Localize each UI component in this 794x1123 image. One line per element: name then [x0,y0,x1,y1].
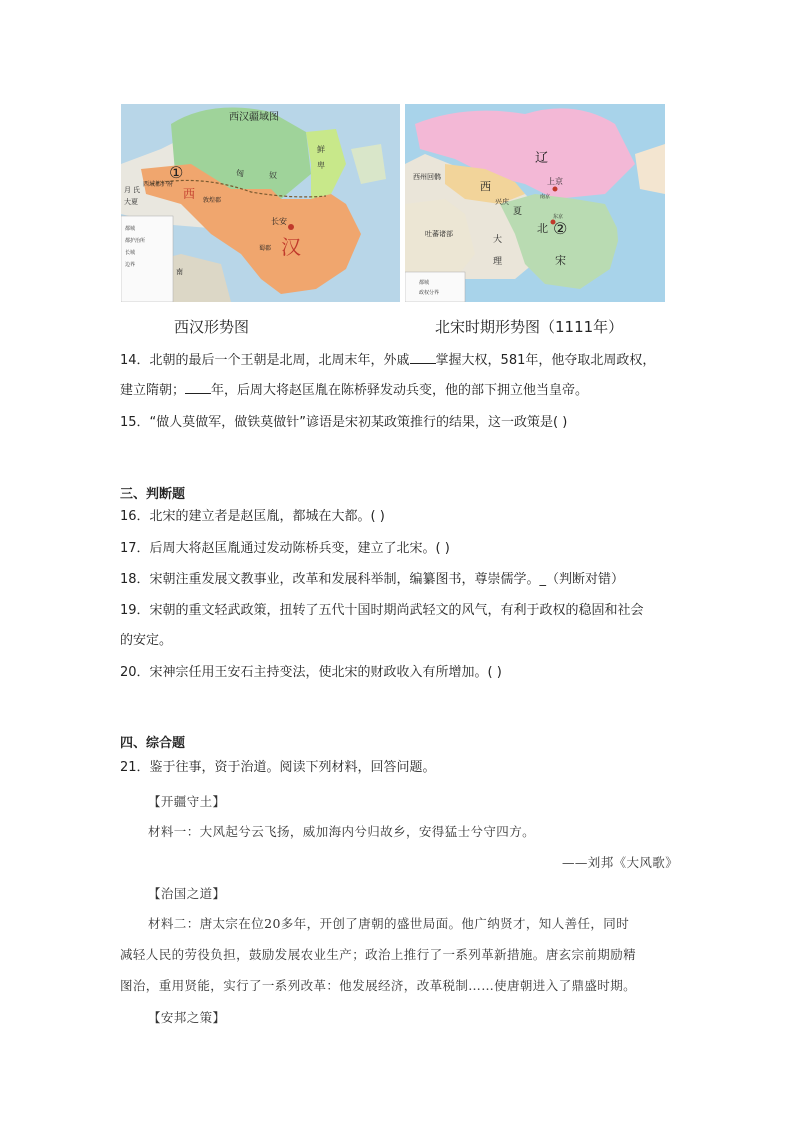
label-xiongnu-1: 匈 [236,169,244,178]
material-3-heading: 【安邦之策】 [148,1010,226,1025]
western-han-map [121,104,400,302]
label-dongjing: 东京 [553,214,564,220]
label-changan: 长安 [271,217,287,226]
label-dali-2: 理 [493,257,503,267]
question-14-text: 建立隋朝； [120,383,186,398]
material-2-line-1: 材料二：唐太宗在位20多年，开创了唐朝的盛世局面。他广纳贤才，知人善任，同时 [148,916,630,931]
section-3-heading: 三、判断题 [120,487,186,502]
label-xianbei-1: 鲜 [317,145,325,154]
question-14-text: 14．北朝的最后一个王朝是北周，北周末年，外戚 [120,353,410,368]
northern-song-map [405,104,665,302]
label-daxia: 大夏 [124,198,138,206]
label-han: 汉 [281,235,301,259]
question-16: 16．北宋的建立者是赵匡胤，都城在大都。( ) [120,509,385,524]
label-yue: 月 [124,186,131,194]
right-map-caption: 北宋时期形势图（1111年） [435,318,624,336]
material-2-heading: 【治国之道】 [148,886,226,901]
label-xi-xia-1: 西 [480,180,491,193]
label-dunhuang: 敦煌郡 [203,197,222,204]
shangjing-capital-icon [553,187,558,192]
question-20: 20．宋神宗任用王安石主持变法，使北宋的财政收入有所增加。( ) [120,665,502,680]
material-1-text: 材料一：大风起兮云飞扬，威加海内兮归故乡，安得猛士兮守四方。 [148,824,536,839]
label-shu: 蜀郡 [259,245,272,252]
northern-song-map-graphic [405,104,665,302]
material-2-line-3: 图治，重用贤能，实行了一系列改革：他发展经济，改革税制……使唐朝进入了鼎盛时期。 [120,978,637,993]
material-2-line-2: 减轻人民的劳役负担，鼓励发展农业生产；政治上推行了一系列革新措施。唐玄宗前期励精 [120,947,637,962]
label-nanjing: 南京 [540,194,551,200]
changan-capital-icon [288,224,294,230]
label-xi-xia-2: 夏 [513,207,523,217]
left-map-marker-1: ① [169,163,184,182]
label-xiongnu-2: 奴 [269,171,277,180]
left-map-title: 西汉疆域图 [229,112,279,123]
label-xizhou: 西州回鹘 [413,173,441,181]
label-xingqing: 兴庆 [495,198,509,206]
label-bei: 北 [537,222,548,235]
legend-item: 都城 [125,226,136,232]
question-14-line-1 [120,351,655,371]
label-dali-1: 大 [493,235,503,245]
western-han-map-graphic [121,104,400,302]
question-15: 15．“做人莫做军，做铁莫做针”谚语是宋初某政策推行的结果，这一政策是( ) [120,415,568,430]
legend-item: 都护治所 [125,238,146,244]
label-shangjing: 上京 [547,177,563,186]
label-xiyu: 西域都护府 [143,181,174,188]
section-4-heading: 四、综合题 [120,736,186,751]
label-shi: 氏 [133,186,140,194]
legend-item: 都城 [419,280,430,286]
label-nan: 南 [176,268,183,276]
right-map-legend [405,272,465,302]
legend-item: 长城 [125,250,136,256]
question-17: 17．后周大将赵匡胤通过发动陈桥兵变，建立了北宋。( ) [120,541,450,556]
left-map-caption: 西汉形势图 [174,318,250,336]
legend-item: 边界 [125,262,136,268]
material-1-source: ——刘邦《大风歌》 [562,855,679,870]
question-21: 21．鉴于往事，资于治道。阅读下列材料，回答问题。 [120,760,436,775]
label-xi: 西 [183,187,196,201]
label-liao: 辽 [535,151,549,166]
label-tubo: 吐蕃诸部 [425,230,453,238]
answer-blank [410,351,436,364]
material-1-heading: 【开疆守土】 [148,794,226,809]
legend-item: 政权分界 [419,290,440,296]
label-song: 宋 [555,254,566,267]
right-map-marker-2: ② [553,219,568,238]
question-18: 18．宋朝注重发展文教事业，改革和发展科举制，编纂图书，尊崇儒学。_（判断对错） [120,572,625,587]
question-14-line-2 [120,381,588,401]
question-19-line-1: 19．宋朝的重文轻武政策，扭转了五代十国时期尚武轻文的风气，有利于政权的稳固和社会 [120,603,644,618]
question-14-text: 年，后周大将赵匡胤在陈桥驿发动兵变，他的部下拥立他当皇帝。 [211,383,589,398]
question-19-line-2: 的安定。 [120,633,173,648]
question-14-text: 掌握大权，581年，他夺取北周政权， [435,353,656,368]
answer-blank [185,381,211,394]
label-xianbei-2: 卑 [317,161,325,170]
